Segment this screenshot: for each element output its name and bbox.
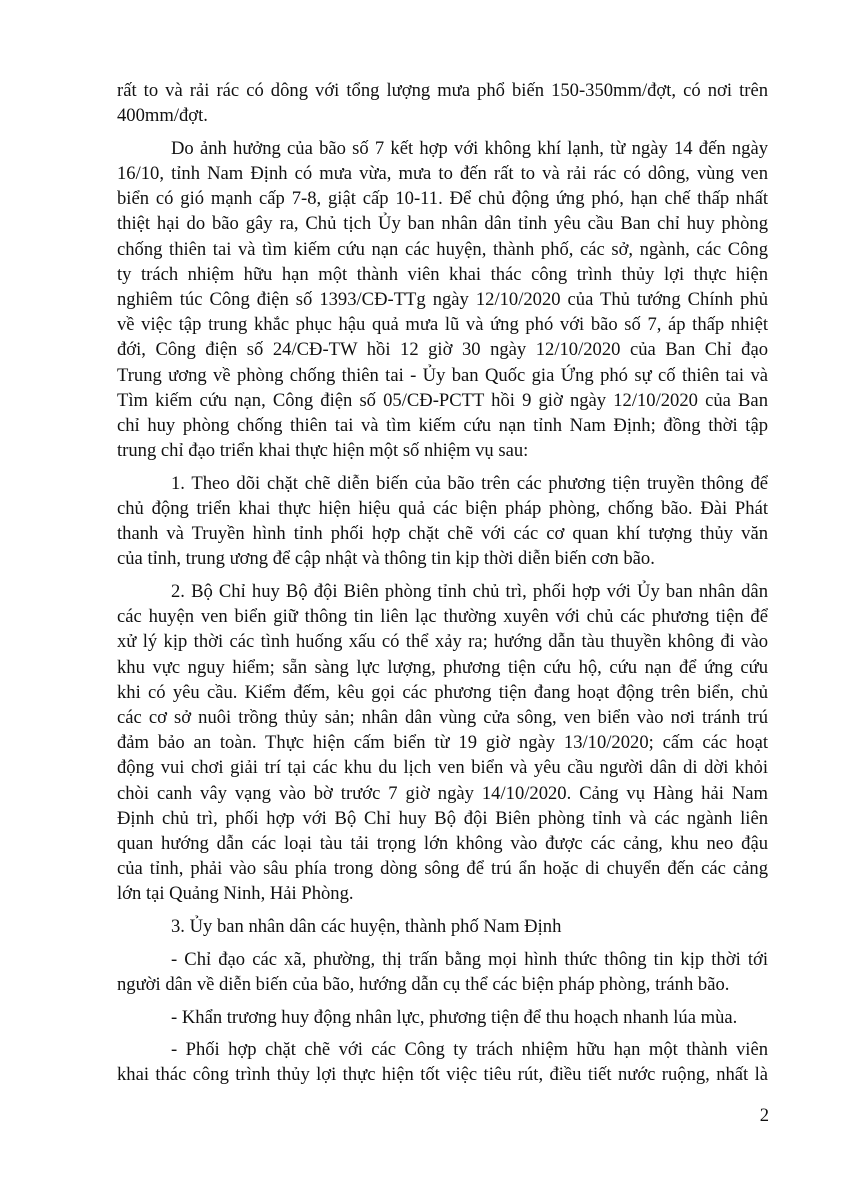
text-line: chống thiên tai và tìm kiếm cứu nạn các huyện, thành phố, các sở, ngành, các Công [117, 238, 768, 260]
paragraph-task-3-bullet-2 [117, 1005, 768, 1030]
text-line: 3. Ủy ban nhân dân các huyện, thành phố Nam Định [171, 916, 562, 937]
text-line: trung chỉ đạo triển khai thực hiện một số nhiệm vụ sau: [117, 440, 529, 462]
text-line: người dân về diễn biến của bão, hướng dẫn cụ thể các biện pháp phòng, tránh bão. [117, 973, 730, 995]
text-line: 16/10, tỉnh Nam Định có mưa vừa, mưa to đến rất to và rải rác có dông, vùng ven [117, 163, 768, 185]
text-line: biển có gió mạnh cấp 7-8, giật cấp 10-11. Để chủ động ứng phó, hạn chế thấp nhất [117, 188, 768, 210]
page-number: 2 [759, 1105, 769, 1126]
text-line: thanh và Truyền hình tỉnh phối hợp chặt chẽ với các cơ quan khí tượng thủy văn [117, 523, 768, 545]
text-line: - Khẩn trương huy động nhân lực, phương tiện để thu hoạch nhanh lúa mùa. [171, 1006, 738, 1028]
text-line: chỉ huy phòng chống thiên tai và tìm kiếm cứu nạn tỉnh Nam Định; đồng thời tập [117, 414, 768, 436]
text-line: Tìm kiếm cứu nạn, Công điện số 05/CĐ-PCTT hồi 9 giờ ngày 12/10/2020 của Ban [117, 389, 768, 411]
text-line: quan hướng dẫn các loại tàu tải trọng lớn không vào được các cảng, khu neo đậu [117, 832, 768, 854]
text-line: đới, Công điện số 24/CĐ-TW hồi 12 giờ 30 ngày 12/10/2020 của Ban Chỉ đạo [117, 339, 768, 361]
text-line: chòi canh vây vạng vào bờ trước 7 giờ ngày 14/10/2020. Cảng vụ Hàng hải Nam [117, 782, 768, 804]
paragraph-task-3-bullet-3 [117, 1037, 768, 1087]
text-line: về việc tập trung khắc phục hậu quả mưa lũ và ứng phó với bão số 7, áp thấp nhiệt [117, 314, 768, 336]
text-line: khai thác công trình thủy lợi thực hiện tốt việc tiêu rút, điều tiết nước ruộng, nhất là [117, 1064, 768, 1086]
text-line: của tỉnh, trung ương để cập nhật và thông tin kịp thời diễn biến cơn bão. [117, 548, 655, 570]
text-line: Định chủ trì, phối hợp với Bộ Chỉ huy Bộ đội Biên phòng tỉnh và các ngành liên [117, 807, 768, 829]
text-line: khi có yêu cầu. Kiểm đếm, kêu gọi các phương tiện đang hoạt động trên biển, chủ [117, 681, 768, 703]
text-line: động vui chơi giải trí tại các khu du lịch ven biển và yêu cầu người dân di dời khỏi [117, 757, 768, 779]
paragraph-task-1 [117, 471, 768, 572]
text-line: các cơ sở nuôi trồng thủy sản; nhân dân vùng cửa sông, ven biển vào nơi tránh trú [117, 707, 768, 728]
text-line: xử lý kịp thời các tình huống xấu có thể xảy ra; hướng dẫn tàu thuyền không đi vào [117, 631, 768, 653]
paragraph-task-3-heading [117, 914, 768, 939]
text-line: 400mm/đợt. [117, 105, 208, 127]
text-line: - Chỉ đạo các xã, phường, thị trấn bằng mọi hình thức thông tin kịp thời tới [171, 948, 768, 970]
paragraph-rainfall-continued [117, 78, 768, 128]
text-line: các huyện ven biển giữ thông tin liên lạc thường xuyên với chủ các phương tiện để [117, 606, 768, 628]
text-line: của tỉnh, phải vào sâu phía trong dòng sông để trú ẩn hoặc di chuyển đến các cảng [117, 858, 768, 880]
text-line: nghiêm túc Công điện số 1393/CĐ-TTg ngày 12/10/2020 của Thủ tướng Chính phủ [117, 289, 768, 310]
text-line: rất to và rải rác có dông với tổng lượng mưa phổ biến 150-350mm/đợt, có nơi trên [117, 80, 768, 101]
text-line: ty trách nhiệm hữu hạn một thành viên khai thác công trình thủy lợi thực hiện [117, 263, 768, 285]
text-line: Trung ương về phòng chống thiên tai - Ủy ban Quốc gia Ứng phó sự cố thiên tai và [117, 364, 768, 386]
paragraph-task-3-bullet-1 [117, 947, 768, 997]
text-line: Do ảnh hưởng của bão số 7 kết hợp với không khí lạnh, từ ngày 14 đến ngày [171, 137, 768, 159]
paragraph-task-2 [117, 579, 768, 906]
document-body [117, 78, 768, 1095]
text-line: thiệt hại do bão gây ra, Chủ tịch Ủy ban nhân dân tỉnh yêu cầu Ban chỉ huy phòng [117, 213, 768, 235]
paragraph-storm-directive [117, 136, 768, 463]
text-line: lớn tại Quảng Ninh, Hải Phòng. [117, 883, 354, 905]
text-line: 2. Bộ Chỉ huy Bộ đội Biên phòng tỉnh chủ trì, phối hợp với Ủy ban nhân dân [171, 581, 768, 603]
text-line: khu vực nguy hiểm; sẵn sàng lực lượng, phương tiện cứu hộ, cứu nạn để ứng cứu [117, 656, 768, 678]
text-line: đảm bảo an toàn. Thực hiện cấm biển từ 19 giờ ngày 13/10/2020; cấm các hoạt [117, 732, 768, 754]
text-line: 1. Theo dõi chặt chẽ diễn biến của bão trên các phương tiện truyền thông để [171, 472, 768, 494]
text-line: - Phối hợp chặt chẽ với các Công ty trách nhiệm hữu hạn một thành viên [171, 1039, 768, 1061]
text-line: chủ động triển khai thực hiện hiệu quả các biện pháp phòng, chống bão. Đài Phát [117, 498, 768, 519]
